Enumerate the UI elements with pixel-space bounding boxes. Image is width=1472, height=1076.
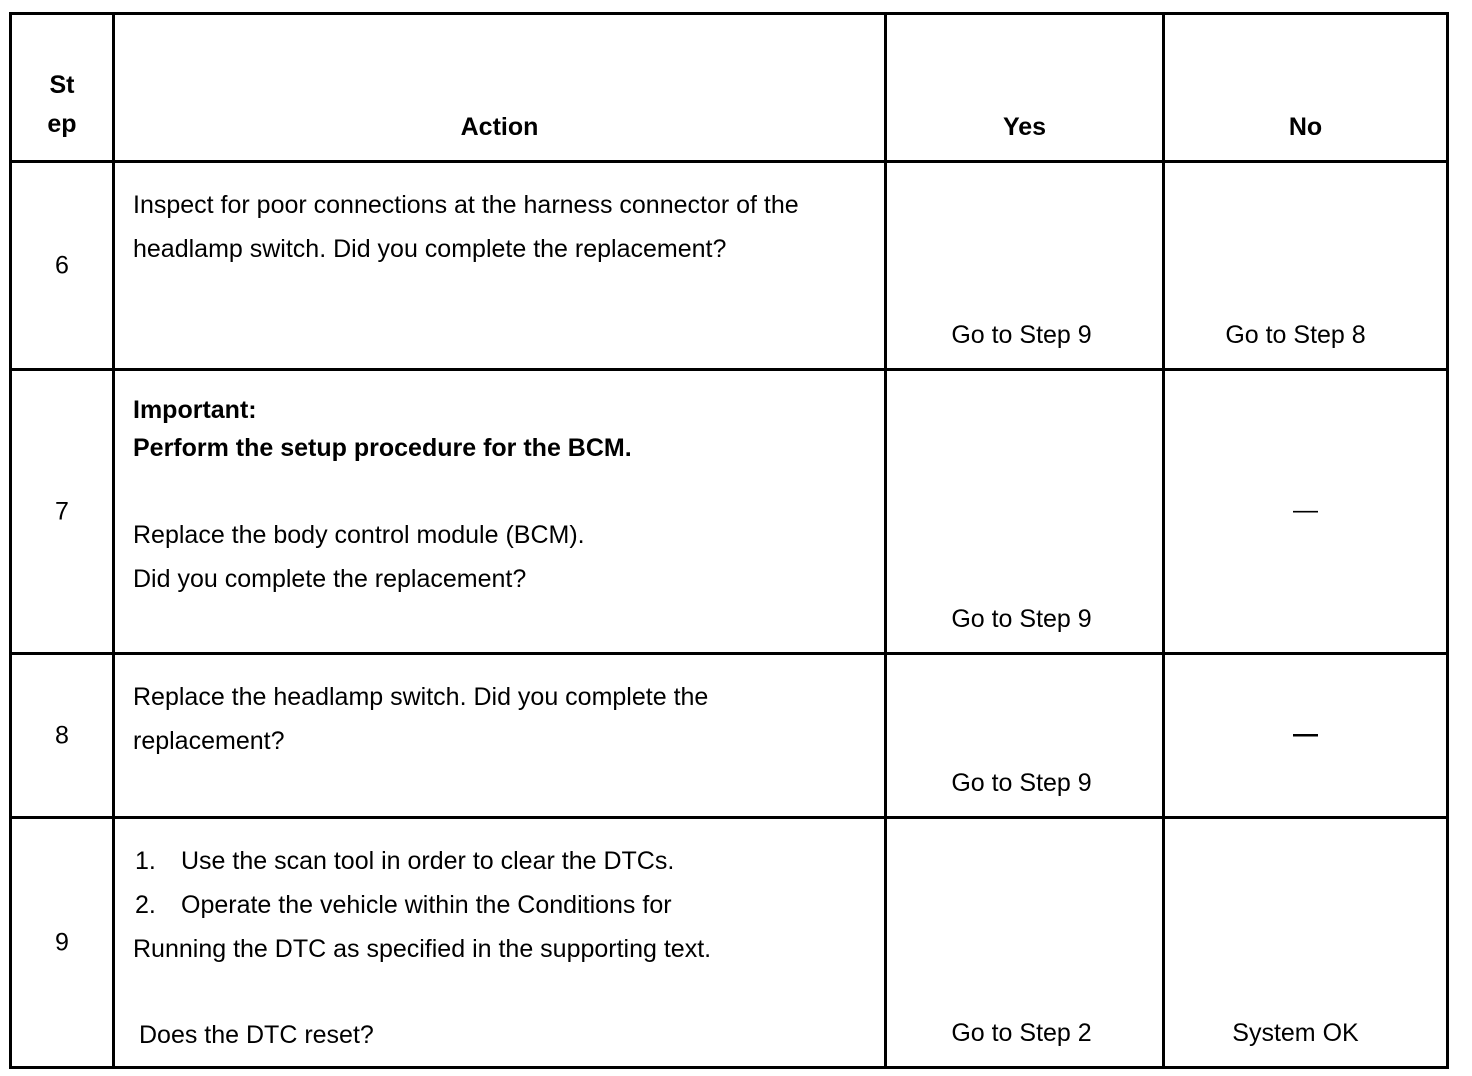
yes-result: Go to Step 9 (951, 605, 1092, 633)
no-cell (1164, 654, 1448, 818)
action-text: Did you complete the replacement? (133, 565, 527, 593)
header-no: No (1164, 14, 1448, 162)
action-text: Replace the headlamp switch. Did you complete the replacement? (133, 683, 709, 755)
step-number: 9 (55, 928, 69, 956)
action-cell (114, 654, 886, 818)
action-list (133, 839, 884, 927)
step-number: 7 (55, 497, 69, 525)
action-question: Does the DTC reset? (139, 1021, 374, 1049)
action-cell (114, 370, 886, 654)
header-step-line1: St (49, 71, 75, 99)
step-number: 6 (55, 251, 69, 279)
yes-result: Go to Step 9 (951, 321, 1092, 349)
no-cell (1164, 818, 1448, 1068)
no-result: Go to Step 8 (1225, 321, 1366, 349)
header-action: Action (114, 14, 886, 162)
yes-cell (886, 370, 1164, 654)
header-step-line2: ep (47, 110, 77, 138)
step-cell (11, 162, 114, 370)
table-row (11, 370, 1448, 654)
step-cell (11, 370, 114, 654)
no-result: System OK (1232, 1019, 1359, 1047)
yes-result: Go to Step 9 (951, 769, 1092, 797)
header-row (11, 14, 1448, 162)
action-cell (114, 162, 886, 370)
table-row (11, 818, 1448, 1068)
no-result: — (1293, 495, 1318, 524)
header-yes: Yes (886, 14, 1164, 162)
no-cell (1164, 162, 1448, 370)
list-item: 2. Operate the vehicle within the Conditions for (135, 891, 672, 919)
action-cell (114, 818, 886, 1068)
important-label: Important: (133, 396, 257, 424)
table-row (11, 654, 1448, 818)
action-text: Inspect for poor connections at the harness connector of the headlamp switch. Did you complete the replacement? (133, 191, 799, 263)
table-row (11, 162, 1448, 370)
diagnostic-table (9, 12, 1449, 1069)
yes-cell (886, 654, 1164, 818)
step-number: 8 (55, 721, 69, 749)
no-cell (1164, 370, 1448, 654)
header-step (11, 14, 114, 162)
important-text: Perform the setup procedure for the BCM. (133, 434, 632, 462)
yes-cell (886, 162, 1164, 370)
action-text: Replace the body control module (BCM). (133, 521, 585, 549)
step-cell (11, 654, 114, 818)
yes-result: Go to Step 2 (951, 1019, 1092, 1047)
yes-cell (886, 818, 1164, 1068)
action-text: Running the DTC as specified in the supporting text. (133, 935, 712, 963)
step-cell (11, 818, 114, 1068)
list-item: 1. Use the scan tool in order to clear the DTCs. (135, 847, 675, 875)
no-result: — (1293, 719, 1318, 748)
